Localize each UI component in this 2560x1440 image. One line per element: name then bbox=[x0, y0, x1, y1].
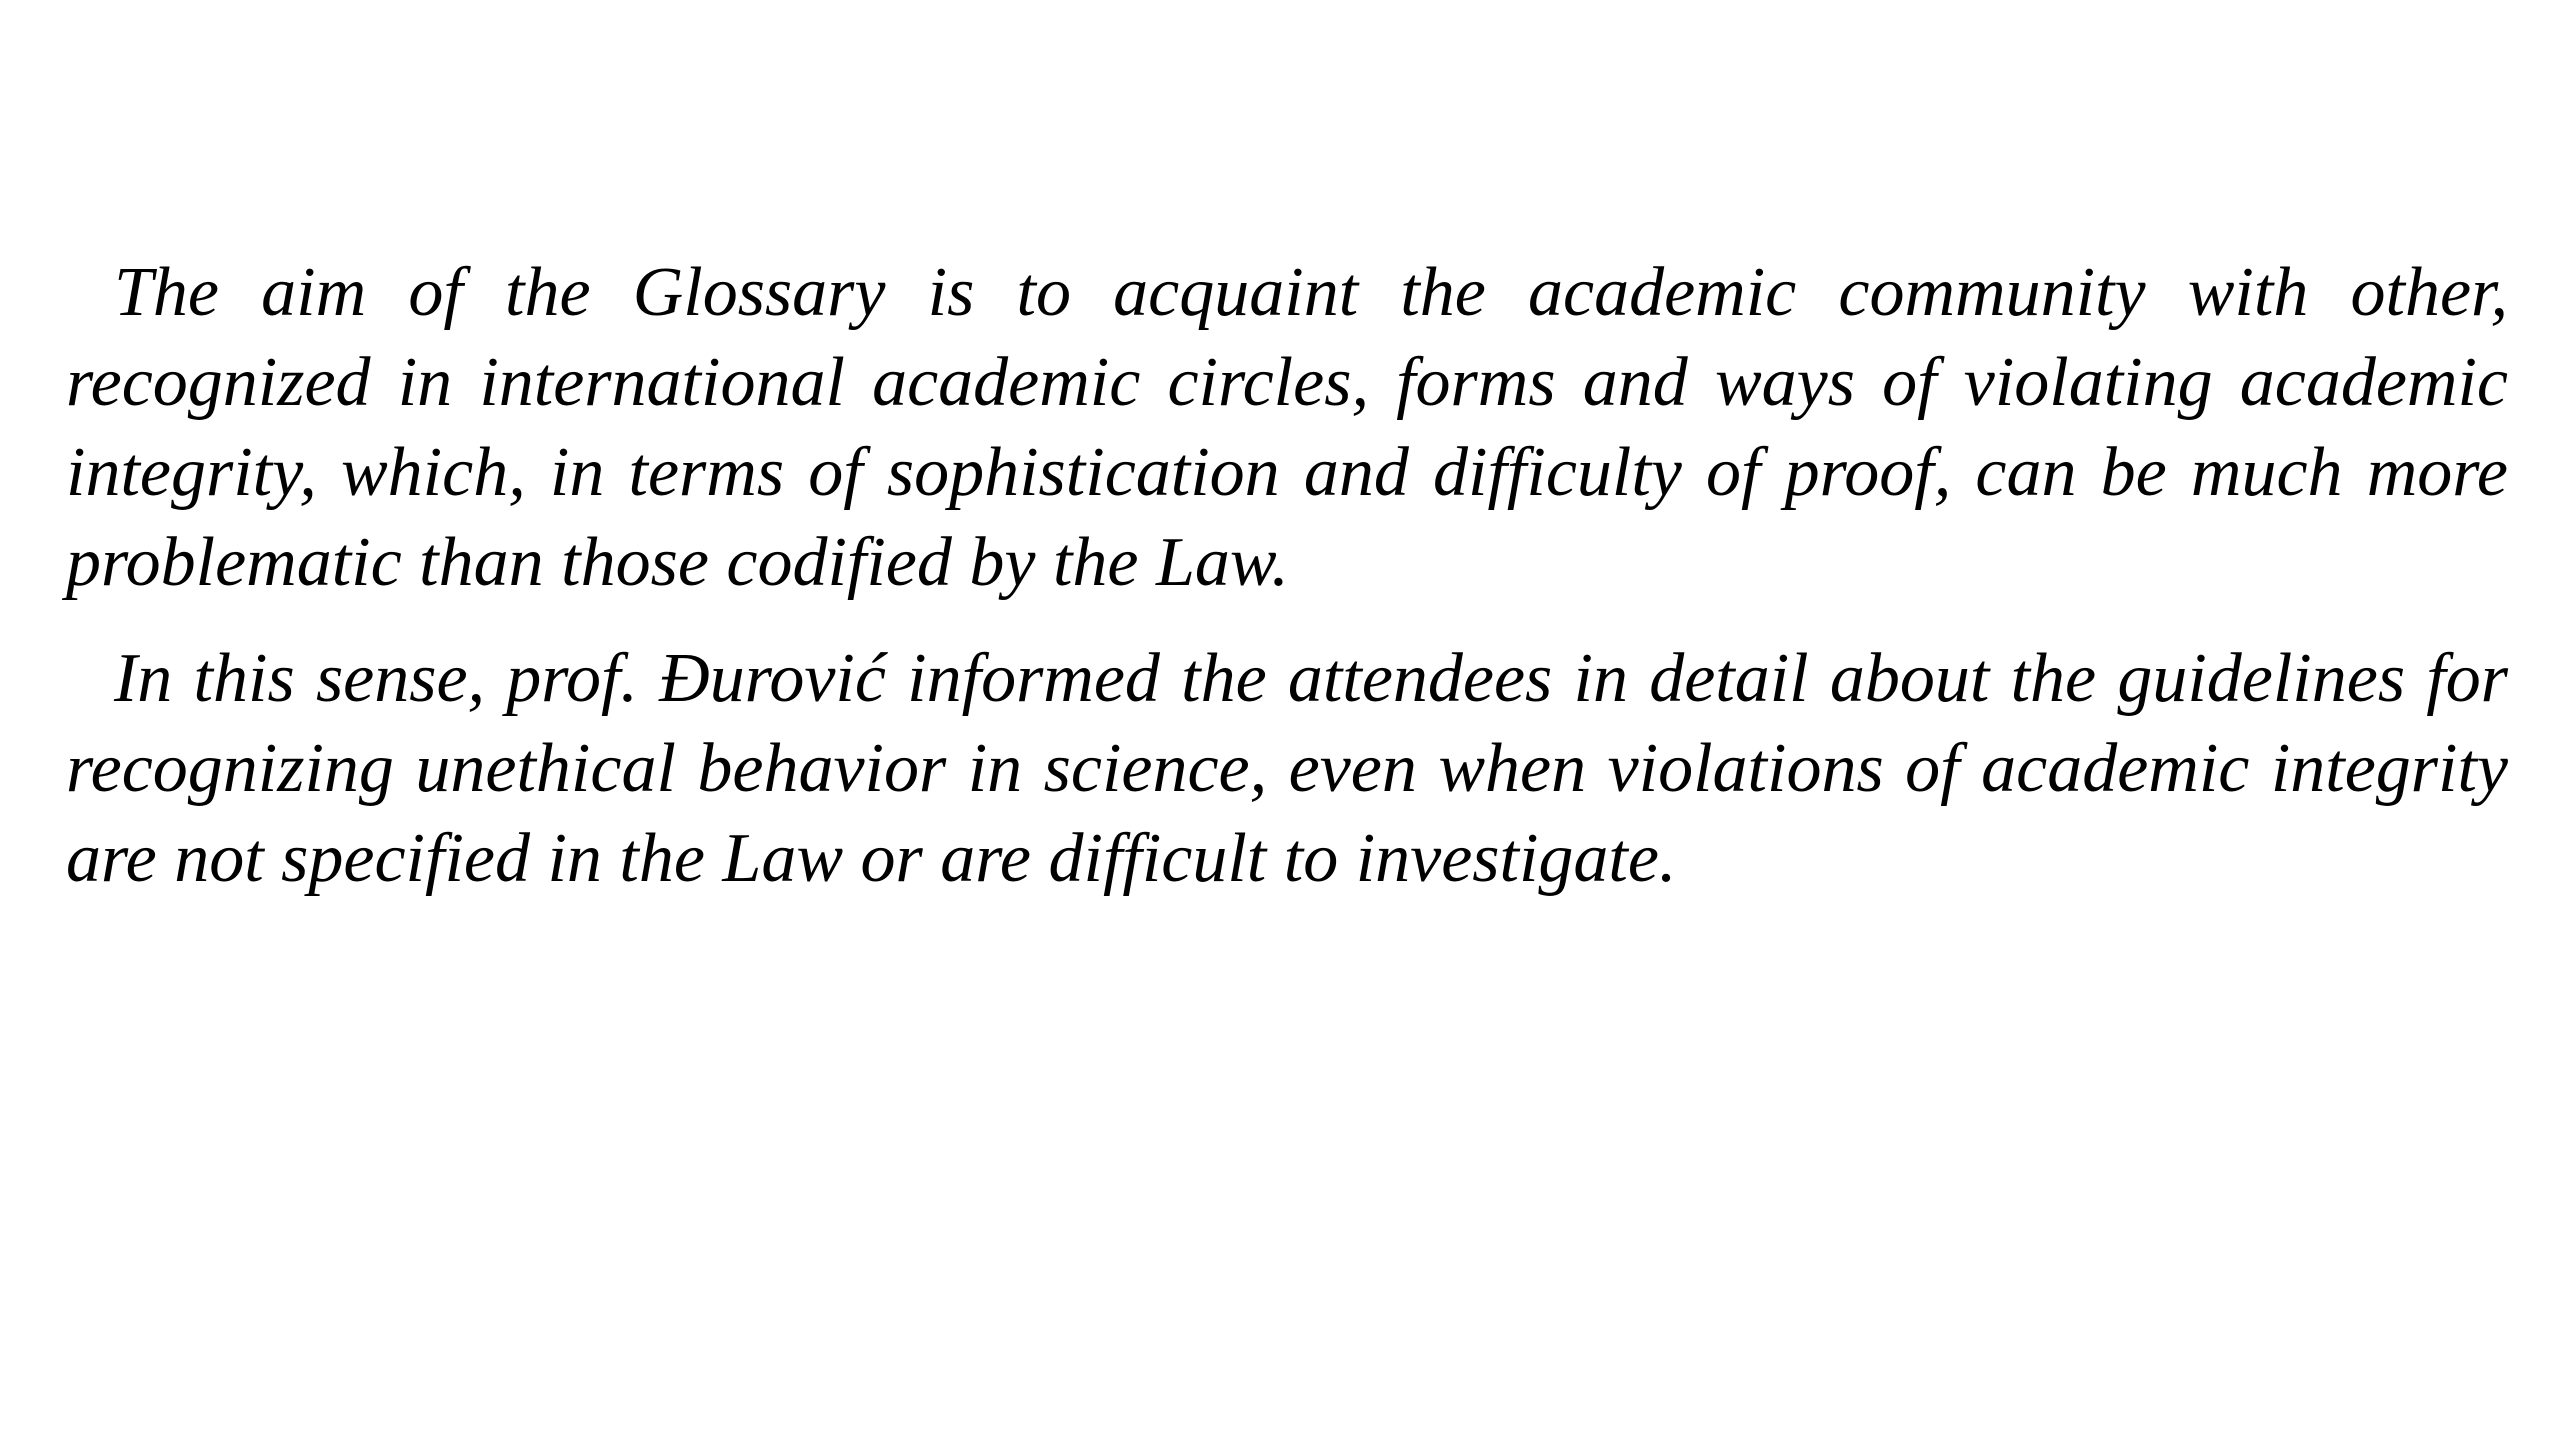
paragraph-glossary-aim: The aim of the Glossary is to acquaint the academic community with other, recognized in international academic circles, forms and ways of violating academic integrity, which, in terms of sophistication and difficulty of proof, can be much more problematic than those codified by the Law. bbox=[66, 254, 2508, 601]
body-text bbox=[66, 248, 2508, 930]
paragraph-guidelines: In this sense, prof. Đurović informed the attendees in detail about the guidelines for recognizing unethical behavior in science, even when violations of academic integrity are not specified in the Law or are difficult to investigate. bbox=[66, 640, 2508, 897]
